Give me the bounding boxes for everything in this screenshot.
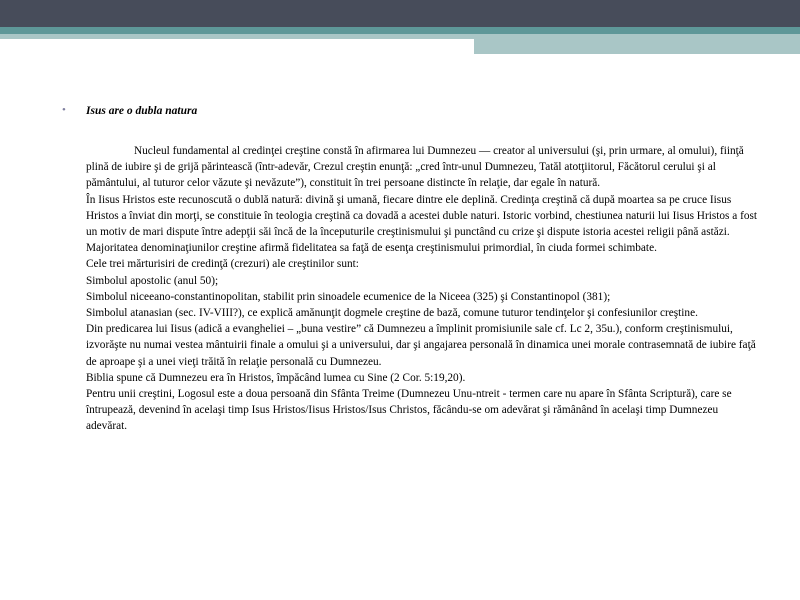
paragraph-bible: Biblia spune că Dumnezeu era în Hristos, împăcând lumea cu Sine (2 Cor. 5:19,20).: [86, 371, 466, 384]
paragraph-apostolic: Simbolul apostolic (anul 50);: [86, 274, 219, 287]
bullet-title: Isus are o dubla natura: [86, 105, 198, 117]
paragraph-preaching: Din predicarea lui Iisus (adică a evangheliei – „buna vestire” că Dumnezeu a împlinit promisiunile sale cf. Lc 2, 35u.), conform creştinismului, izvorăşte nu numai vestea mântuirii finale a omului şi a universului, dar şi angajarea personală în dinamica unei morale contrasemnată de iubire faţă de aproape şi a unei vieţi trăită în relaţie personală cu Dumnezeu.: [86, 323, 756, 368]
paragraph-nicene: Simbolul niceeano-constantinopolitan, stabilit prin sinoadele ecumenice de la Niceea (325) şi Constantinopol (381);: [86, 290, 611, 303]
paragraph-creeds-intro: Cele trei mărturisiri de credinţă (crezuri) ale creştinilor sunt:: [86, 258, 359, 271]
header-band-teal: [0, 27, 800, 34]
bullet-icon: •: [62, 104, 66, 116]
header-band-light-right: [474, 34, 800, 54]
body-text: [62, 143, 762, 435]
paragraph-intro: Nucleul fundamental al credinţei creştine constă în afirmarea lui Dumnezeu — creator al universului (şi, prin urmare, al omului), fiinţă plină de iubire şi de grijă părintească (într-adevăr, Crezul creştin enunţă: „cred într-unul Dumnezeu, Tatăl atotţiitorul, Făcătorul cerului şi al pământului, al tuturor celor văzute şi nevăzute”), constituit în trei persoane distincte în relaţie, dar egale în natură.: [86, 145, 744, 190]
paragraph-logos: Pentru unii creştini, Logosul este a doua persoană din Sfânta Treime (Dumnezeu Unu-ntreit - termen care nu apare în Sfânta Scriptură), care se întrupează, devenind în acelaşi timp Isus Hristos/Iisus Hristos/Isus Christos, făcându-se om adevărat şi rămânând în acelaşi timp Dumnezeu adevărat.: [86, 388, 732, 433]
paragraph-athanasian: Simbolul atanasian (sec. IV-VIII?), ce explică amănunţit dogmele creştine de bază, comune tuturor tendinţelor şi confesiunilor creştine.: [86, 307, 698, 320]
paragraph-denominations: Majoritatea denominaţiunilor creştine afirmă fidelitatea sa faţă de esenţa creştinismului primordial, în ciuda formei schimbate.: [86, 242, 657, 255]
header-band-dark: [0, 0, 800, 27]
header-band-light: [0, 34, 474, 39]
bullet-item: [62, 103, 762, 121]
slide-content: [62, 103, 762, 435]
paragraph-dual-nature: În Iisus Hristos este recunoscută o dublă natură: divină şi umană, fiecare dintre ele deplină. Credinţa creştină că după moartea sa pe cruce Iisus Hristos a înviat din morţi, se constituie în teologia creştină ca dovadă a acestei duble naturi. Istoric vorbind, chestiunea naturii lui Iisus Hristos a fost un motiv de mari dispute între adepţii săi încă de la începuturile creştinismului şi punctând cu crize şi dispute istoria acestei religii până astăzi.: [86, 193, 758, 239]
